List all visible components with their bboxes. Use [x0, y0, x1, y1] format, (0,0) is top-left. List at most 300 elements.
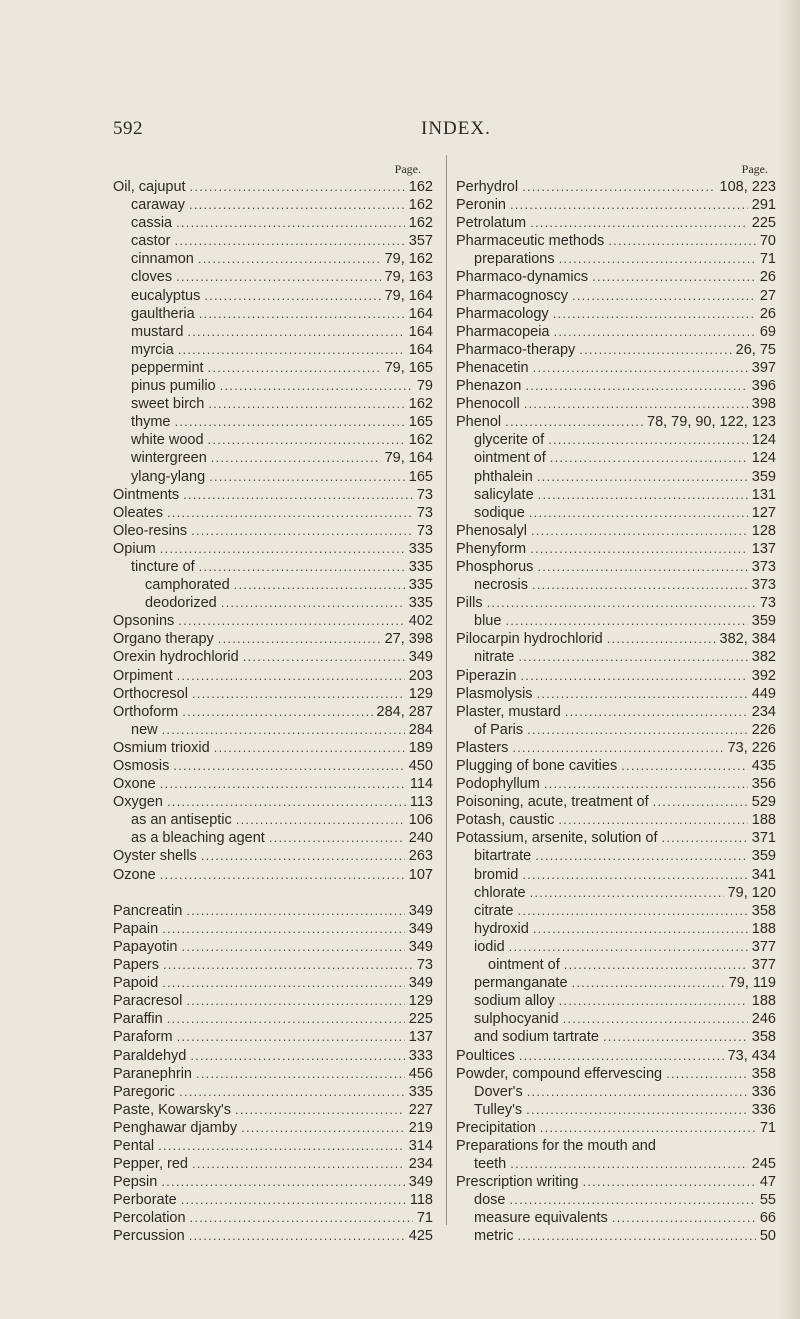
entry-term: citrate [474, 902, 514, 919]
index-entry [113, 1137, 433, 1155]
entry-term: Papoid [113, 975, 159, 992]
index-entry [456, 992, 776, 1010]
dot-leader [559, 992, 748, 1010]
entry-term: new [131, 721, 158, 738]
index-entry [456, 667, 776, 685]
index-entry [456, 486, 776, 504]
entry-pages: 79, 164 [384, 287, 433, 304]
entry-term: Plugging of bone cavities [456, 758, 618, 774]
dot-leader [533, 359, 748, 377]
entry-pages: 162 [408, 215, 433, 232]
entry-term: Plaster, mustard [456, 703, 561, 720]
entry-term: Paracresol [113, 993, 183, 1010]
dot-leader [662, 829, 748, 847]
entry-pages: 73 [416, 522, 433, 539]
index-entry [113, 287, 433, 305]
entry-term: myrcia [131, 341, 174, 358]
index-entry [113, 504, 433, 522]
dot-leader [186, 902, 404, 920]
index-entry [113, 359, 433, 377]
entry-pages: 284 [408, 721, 433, 738]
entry-term: Pills [456, 595, 483, 612]
dot-leader [183, 486, 413, 504]
entry-term: ointment of [474, 450, 546, 467]
index-entry [113, 214, 433, 232]
entry-pages: 456 [408, 1065, 433, 1082]
dot-leader [236, 811, 405, 829]
dot-leader [531, 522, 748, 540]
index-column-right [456, 160, 776, 1246]
index-entry [113, 413, 433, 431]
entry-pages: 137 [751, 540, 776, 557]
index-entry [113, 920, 433, 938]
index-entry [113, 468, 433, 486]
entry-term: Plasmolysis [456, 685, 533, 702]
index-entry [113, 703, 433, 721]
dot-leader [540, 1119, 756, 1137]
index-entry [456, 1191, 776, 1209]
index-entry [456, 341, 776, 359]
dot-leader [269, 829, 405, 847]
index-entry [113, 178, 433, 196]
index-entry [456, 884, 776, 902]
entry-pages: 129 [408, 993, 433, 1010]
entry-term: measure equivalents [474, 1210, 608, 1227]
dot-leader [192, 1155, 405, 1173]
paper-edge [778, 0, 800, 1319]
index-entry [456, 1227, 776, 1245]
entry-term: Papers [113, 957, 159, 974]
dot-leader [559, 250, 756, 268]
entry-term: Phosphorus [456, 558, 534, 575]
index-entry [113, 1173, 433, 1191]
entry-pages: 335 [408, 577, 433, 594]
entry-term: Pharmacology [456, 305, 549, 322]
index-entry [113, 449, 433, 467]
entry-pages: 73, 434 [727, 1047, 776, 1064]
index-entry [456, 214, 776, 232]
dot-leader [204, 287, 380, 305]
index-entry [456, 793, 776, 811]
index-entry [456, 540, 776, 558]
entry-term: Potassium, arsenite, solution of [456, 830, 658, 847]
entry-pages: 398 [751, 396, 776, 413]
entry-term: dose [474, 1192, 506, 1209]
entry-term: gaultheria [131, 305, 195, 322]
entry-pages: 349 [408, 649, 433, 666]
dot-leader [572, 974, 725, 992]
entry-term: Phenazon [456, 378, 522, 395]
entry-term: Orthoform [113, 703, 179, 720]
entry-term: Pepper, red [113, 1156, 188, 1173]
index-entry [113, 1119, 433, 1137]
dot-leader [161, 1173, 404, 1191]
entry-term: Pepsin [113, 1174, 158, 1191]
entry-pages: 449 [751, 685, 776, 702]
index-entry [456, 811, 776, 829]
entry-pages: 291 [751, 197, 776, 214]
entry-term: eucalyptus [131, 287, 201, 304]
index-entry [113, 558, 433, 576]
entry-term: Paregoric [113, 1083, 176, 1100]
dot-leader [167, 793, 406, 811]
dot-leader [529, 504, 748, 522]
entry-term: Pilocarpin hydrochlorid [456, 631, 603, 648]
index-entry [456, 739, 776, 757]
entry-pages: 333 [408, 1047, 433, 1064]
index-entry [113, 576, 433, 594]
entry-term: phthalein [474, 468, 533, 485]
entry-pages: 225 [751, 215, 776, 232]
entry-pages: 131 [751, 486, 776, 503]
entry-pages: 240 [408, 830, 433, 847]
index-entry [456, 1047, 776, 1065]
entry-pages: 66 [759, 1210, 776, 1227]
dot-leader [505, 612, 747, 630]
entry-term: salicylate [474, 486, 534, 503]
dot-leader [178, 612, 405, 630]
entry-pages: 165 [408, 468, 433, 485]
index-entry [113, 721, 433, 739]
index-entry [456, 721, 776, 739]
entry-pages: 357 [408, 233, 433, 250]
index-column-left [113, 160, 433, 1246]
dot-leader [530, 214, 748, 232]
dot-leader [209, 468, 405, 486]
index-entry [456, 178, 776, 196]
index-entry [113, 739, 433, 757]
entry-pages: 79, 164 [384, 450, 433, 467]
dot-leader [190, 1047, 404, 1065]
index-entry [113, 1083, 433, 1101]
dot-leader [603, 1028, 748, 1046]
entry-pages: 219 [408, 1119, 433, 1136]
entry-pages: 78, 79, 90, 122, 123 [647, 414, 776, 431]
dot-leader [565, 703, 748, 721]
dot-leader [221, 594, 405, 612]
entry-term: caraway [131, 197, 185, 214]
entry-term: sodium alloy [474, 993, 555, 1010]
entry-pages: 27 [759, 287, 776, 304]
entry-term: Tulley's [474, 1101, 523, 1118]
dot-leader [518, 648, 747, 666]
entry-pages: 245 [751, 1156, 776, 1173]
dot-leader [234, 576, 405, 594]
entry-term: Papain [113, 920, 159, 937]
dot-leader [512, 739, 723, 757]
index-entry [456, 974, 776, 992]
entry-term: Phenol [456, 414, 502, 431]
entry-pages: 349 [408, 920, 433, 937]
index-entry [113, 1191, 433, 1209]
index-entry [113, 323, 433, 341]
entry-pages: 335 [408, 1083, 433, 1100]
entry-pages: 450 [408, 758, 433, 774]
entry-term: white wood [131, 432, 204, 449]
dot-leader [579, 341, 731, 359]
dot-leader [179, 1083, 405, 1101]
dot-leader [160, 866, 405, 884]
entry-pages: 425 [408, 1228, 433, 1245]
dot-leader [235, 1101, 405, 1119]
dot-leader [607, 630, 716, 648]
index-entry [456, 685, 776, 703]
dot-leader [510, 196, 748, 214]
entry-pages: 435 [751, 758, 776, 774]
dot-leader [653, 793, 748, 811]
dot-leader [621, 757, 748, 775]
dot-leader [160, 540, 405, 558]
entry-pages: 226 [751, 721, 776, 738]
entry-term: Pharmacognoscy [456, 287, 569, 304]
dot-leader [532, 576, 748, 594]
entry-term: Oxygen [113, 794, 163, 811]
dot-leader [558, 811, 747, 829]
dot-leader [510, 1155, 748, 1173]
running-title: INDEX. [421, 118, 491, 139]
entry-pages: 358 [751, 1029, 776, 1046]
entry-pages: 335 [408, 558, 433, 575]
entry-pages: 79, 165 [384, 359, 433, 376]
dot-leader [175, 232, 405, 250]
entry-pages: 402 [408, 613, 433, 630]
entry-pages: 188 [751, 920, 776, 937]
dot-leader [189, 196, 405, 214]
entry-pages: 164 [408, 305, 433, 322]
dot-leader [243, 648, 405, 666]
dot-leader [162, 920, 405, 938]
entry-term: preparations [474, 251, 555, 268]
entry-pages: 359 [751, 468, 776, 485]
entry-pages: 128 [751, 522, 776, 539]
index-entry [456, 1065, 776, 1083]
index-entry [456, 1155, 776, 1173]
entry-term: Petrolatum [456, 215, 527, 232]
entry-term: castor [131, 233, 171, 250]
index-entry [113, 1101, 433, 1119]
entry-term: peppermint [131, 359, 204, 376]
dot-leader [505, 413, 643, 431]
index-entry [456, 1209, 776, 1227]
entry-term: Poultices [456, 1047, 515, 1064]
entry-term: Potash, caustic [456, 812, 555, 829]
index-entry [113, 685, 433, 703]
dot-leader [564, 956, 748, 974]
dot-leader [563, 1010, 748, 1028]
entry-term: Podophyllum [456, 776, 540, 793]
index-entry [113, 648, 433, 666]
entry-pages: 356 [751, 776, 776, 793]
entry-pages: 73, 226 [727, 739, 776, 756]
index-entry [113, 1047, 433, 1065]
entry-pages: 108, 223 [719, 179, 776, 195]
dot-leader [553, 305, 756, 323]
dot-leader [666, 1065, 748, 1083]
index-entry [456, 1101, 776, 1119]
entry-pages: 397 [751, 359, 776, 376]
entry-term: necrosis [474, 577, 528, 594]
entry-term: pinus pumilio [131, 378, 216, 395]
entry-term: Poisoning, acute, treatment of [456, 794, 649, 811]
dot-leader [208, 431, 405, 449]
entry-term: teeth [474, 1156, 507, 1173]
entry-pages: 55 [759, 1192, 776, 1209]
entry-term: Paraform [113, 1029, 173, 1046]
entry-pages: 284, 287 [376, 703, 433, 720]
index-entry [456, 920, 776, 938]
dot-leader [199, 305, 405, 323]
entry-term: Oil, cajuput [113, 179, 186, 195]
index-entry [456, 196, 776, 214]
entry-pages: 107 [408, 866, 433, 883]
entry-pages: 359 [751, 613, 776, 630]
dot-leader [526, 1101, 748, 1119]
entry-pages: 162 [408, 432, 433, 449]
dot-leader [173, 757, 404, 775]
entry-pages: 164 [408, 323, 433, 340]
entry-term: Pharmacopeia [456, 323, 550, 340]
entry-term: Osmosis [113, 758, 170, 774]
column-divider [446, 155, 447, 1225]
entry-pages: 27, 398 [384, 631, 433, 648]
dot-leader [201, 847, 405, 865]
index-entry [113, 902, 433, 920]
index-entry [456, 703, 776, 721]
entry-term: Paraldehyd [113, 1047, 187, 1064]
entry-term: Phenyform [456, 540, 527, 557]
entry-pages: 165 [408, 414, 433, 431]
entry-pages: 137 [408, 1029, 433, 1046]
entry-pages: 79, 162 [384, 251, 433, 268]
index-entry [456, 576, 776, 594]
entry-term: cassia [131, 215, 173, 232]
dot-leader [176, 268, 381, 286]
dot-leader [537, 468, 748, 486]
entry-pages: 203 [408, 667, 433, 684]
dot-leader [182, 938, 405, 956]
dot-leader [592, 268, 756, 286]
index-entry [456, 829, 776, 847]
index-entry [456, 232, 776, 250]
entry-pages: 358 [751, 1065, 776, 1082]
dot-leader [187, 323, 404, 341]
entry-term: Organo therapy [113, 631, 214, 648]
index-entry [456, 323, 776, 341]
dot-leader [196, 1065, 405, 1083]
dot-leader [167, 1010, 405, 1028]
entry-pages: 79, 120 [727, 884, 776, 901]
index-entry [456, 359, 776, 377]
dot-leader [517, 1227, 755, 1245]
entry-term: bitartrate [474, 848, 532, 865]
entry-term: Paste, Kowarsky's [113, 1101, 232, 1118]
entry-term: and sodium tartrate [474, 1029, 599, 1046]
index-entry [456, 287, 776, 305]
entry-term: Pharmaco-dynamics [456, 269, 589, 286]
entry-pages: 358 [751, 902, 776, 919]
entry-term: Pancreatin [113, 902, 183, 919]
entry-pages: 371 [751, 830, 776, 847]
entry-pages: 263 [408, 848, 433, 865]
dot-leader [524, 395, 748, 413]
entry-pages: 79, 163 [384, 269, 433, 286]
dot-leader [535, 847, 748, 865]
entry-pages: 127 [751, 504, 776, 521]
entry-pages: 26, 75 [735, 341, 776, 358]
entry-term: Pharmaceutic methods [456, 233, 605, 250]
index-entry [113, 811, 433, 829]
dot-leader [530, 540, 748, 558]
entry-pages: 349 [408, 902, 433, 919]
entry-term: Prescription writing [456, 1174, 579, 1191]
entry-term: Orexin hydrochlorid [113, 649, 239, 666]
dot-leader [192, 685, 405, 703]
entry-term: Papayotin [113, 938, 178, 955]
dot-leader [167, 504, 413, 522]
page-header [0, 118, 800, 142]
entry-pages: 382 [751, 649, 776, 666]
column-heading: Page. [394, 162, 421, 176]
dot-leader [158, 1137, 405, 1155]
dot-leader [177, 667, 405, 685]
dot-leader [176, 214, 405, 232]
entry-pages: 71 [759, 251, 776, 268]
entry-pages: 73 [416, 957, 433, 974]
index-entry [456, 1119, 776, 1137]
dot-leader [527, 1083, 748, 1101]
index-entry [456, 938, 776, 956]
entry-term: camphorated [145, 577, 230, 594]
dot-leader [544, 775, 748, 793]
entry-pages: 114 [409, 776, 433, 793]
index-entries-right [456, 178, 776, 1246]
entry-pages: 392 [751, 667, 776, 684]
index-entry [456, 1083, 776, 1101]
dot-leader [181, 1191, 406, 1209]
index-entry [456, 431, 776, 449]
entry-pages: 335 [408, 540, 433, 557]
entry-term: Paraffin [113, 1011, 163, 1028]
dot-leader [177, 1028, 405, 1046]
index-entry [113, 1010, 433, 1028]
index-entry [113, 775, 433, 793]
entry-term: cinnamon [131, 251, 194, 268]
entry-term: Ointments [113, 486, 180, 503]
dot-leader [583, 1173, 756, 1191]
section-gap [113, 884, 433, 902]
index-entry [456, 757, 776, 775]
entry-term: Percolation [113, 1210, 186, 1227]
dot-leader [522, 866, 747, 884]
dot-leader [522, 178, 715, 196]
dot-leader [612, 1209, 756, 1227]
dot-leader [162, 974, 405, 992]
entry-pages: 188 [751, 993, 776, 1010]
entry-term: Peronin [456, 197, 506, 214]
dot-leader [554, 323, 756, 341]
index-entry [456, 522, 776, 540]
entry-pages: 162 [408, 197, 433, 214]
entry-pages: 164 [408, 341, 433, 358]
entry-pages: 225 [408, 1011, 433, 1028]
entry-pages: 73 [759, 595, 776, 612]
entry-pages: 341 [751, 866, 776, 883]
index-entry [113, 829, 433, 847]
entry-term: tincture of [131, 558, 195, 575]
entry-term: ylang-ylang [131, 468, 206, 485]
index-entry [456, 268, 776, 286]
entry-term: Plasters [456, 739, 509, 756]
